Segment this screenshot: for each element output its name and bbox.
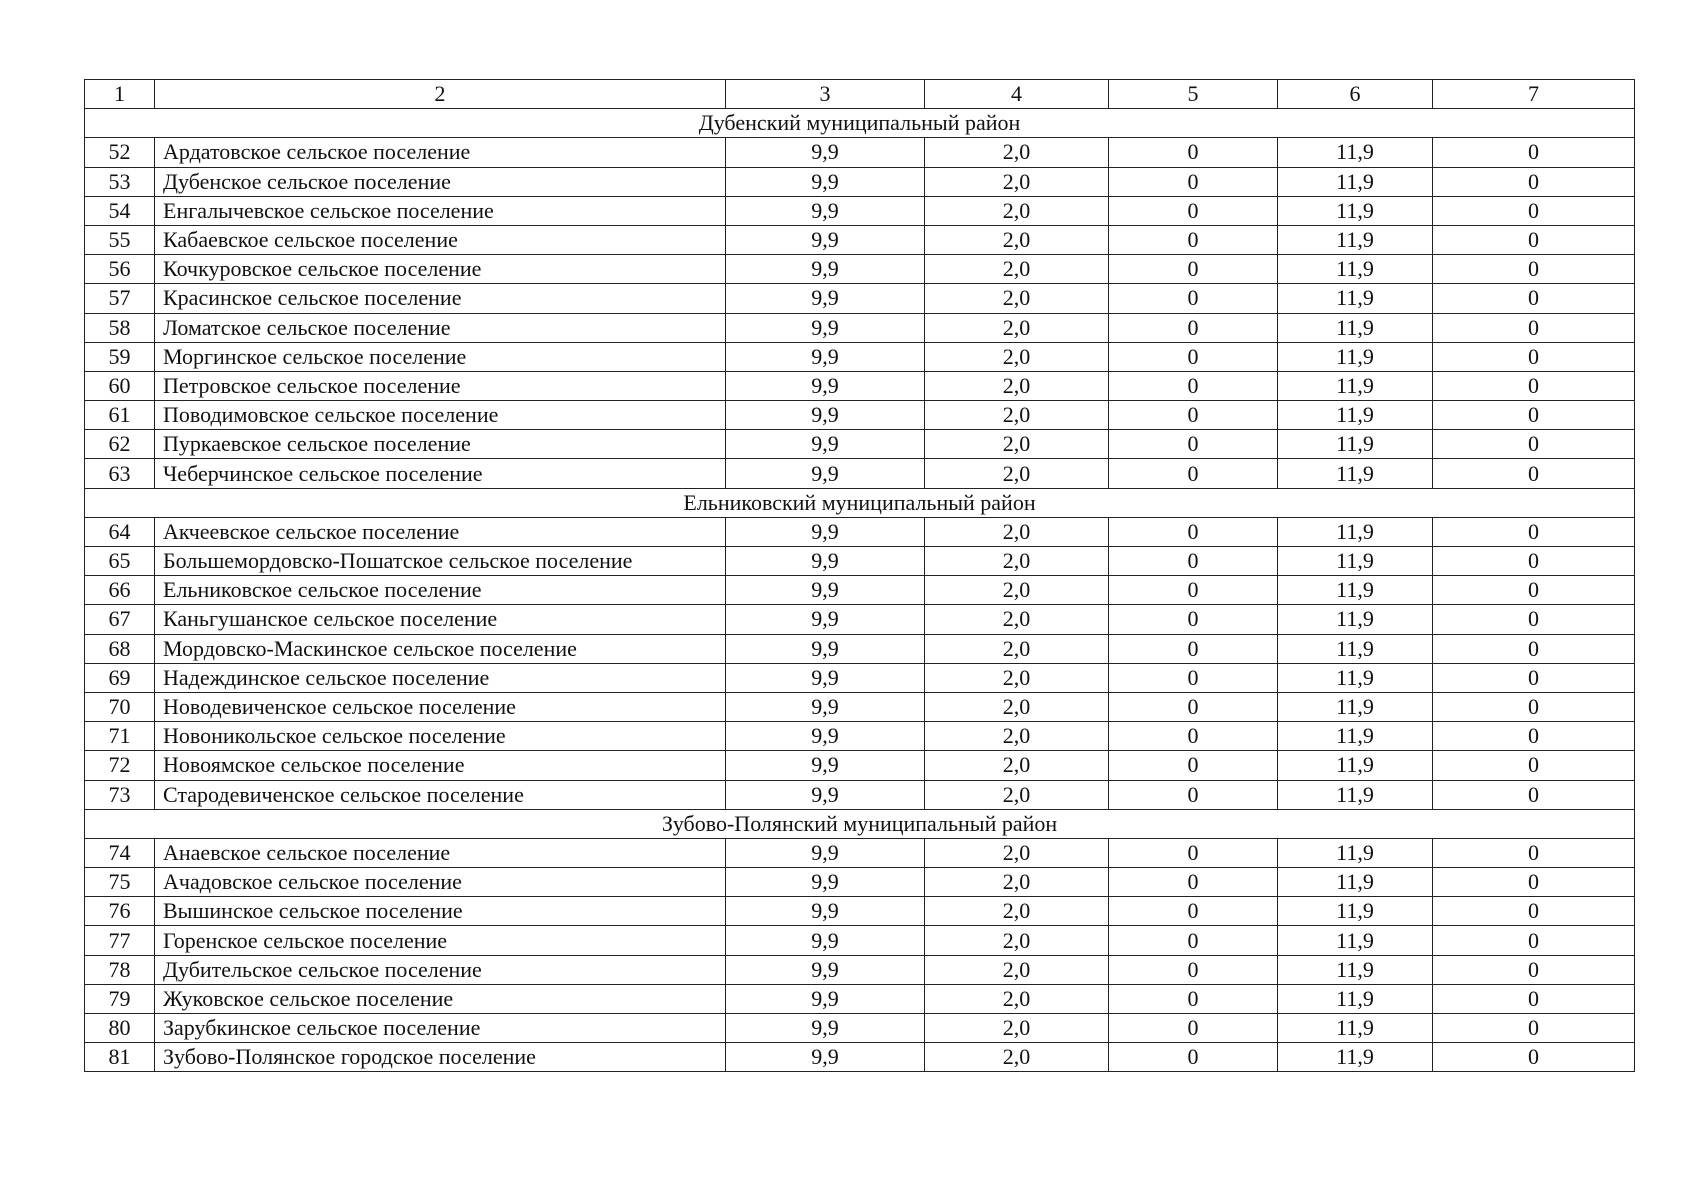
value-col-6: 11,9 [1278,196,1433,225]
value-col-6: 11,9 [1278,547,1433,576]
column-header: 3 [726,80,925,109]
value-col-7: 0 [1433,371,1635,400]
value-col-5: 0 [1109,138,1278,167]
value-col-6: 11,9 [1278,605,1433,634]
value-col-7: 0 [1433,284,1635,313]
value-col-3: 9,9 [726,138,925,167]
settlement-name: Мордовско-Маскинское сельское поселение [155,634,726,663]
value-col-5: 0 [1109,984,1278,1013]
value-col-4: 2,0 [925,751,1109,780]
value-col-4: 2,0 [925,167,1109,196]
value-col-5: 0 [1109,255,1278,284]
table-row [85,576,1635,605]
value-col-6: 11,9 [1278,576,1433,605]
value-col-6: 11,9 [1278,459,1433,488]
table-row [85,430,1635,459]
row-number: 63 [85,459,155,488]
value-col-7: 0 [1433,926,1635,955]
value-col-3: 9,9 [726,459,925,488]
column-header: 2 [155,80,726,109]
row-number: 72 [85,751,155,780]
value-col-6: 11,9 [1278,430,1433,459]
value-col-5: 0 [1109,196,1278,225]
row-number: 78 [85,955,155,984]
value-col-5: 0 [1109,692,1278,721]
settlement-name: Новоникольское сельское поселение [155,722,726,751]
value-col-5: 0 [1109,401,1278,430]
row-number: 79 [85,984,155,1013]
row-number: 65 [85,547,155,576]
table-row [85,955,1635,984]
value-col-4: 2,0 [925,692,1109,721]
table-row [85,225,1635,254]
value-col-4: 2,0 [925,984,1109,1013]
value-col-5: 0 [1109,868,1278,897]
table-row [85,517,1635,546]
row-number: 66 [85,576,155,605]
value-col-7: 0 [1433,138,1635,167]
district-title: Дубенский муниципальный район [85,109,1635,138]
value-col-5: 0 [1109,955,1278,984]
table-row [85,605,1635,634]
value-col-7: 0 [1433,459,1635,488]
settlement-name: Ачадовское сельское поселение [155,868,726,897]
row-number: 52 [85,138,155,167]
settlement-name: Горенское сельское поселение [155,926,726,955]
row-number: 73 [85,780,155,809]
row-number: 53 [85,167,155,196]
value-col-6: 11,9 [1278,780,1433,809]
value-col-6: 11,9 [1278,692,1433,721]
value-col-3: 9,9 [726,401,925,430]
value-col-7: 0 [1433,780,1635,809]
value-col-6: 11,9 [1278,663,1433,692]
value-col-3: 9,9 [726,605,925,634]
row-number: 68 [85,634,155,663]
table-row [85,459,1635,488]
row-number: 67 [85,605,155,634]
settlement-name: Дубенское сельское поселение [155,167,726,196]
settlement-name: Новодевиченское сельское поселение [155,692,726,721]
value-col-6: 11,9 [1278,926,1433,955]
value-col-3: 9,9 [726,196,925,225]
value-col-7: 0 [1433,634,1635,663]
row-number: 69 [85,663,155,692]
value-col-5: 0 [1109,547,1278,576]
row-number: 56 [85,255,155,284]
value-col-4: 2,0 [925,313,1109,342]
column-header: 4 [925,80,1109,109]
table-row [85,868,1635,897]
row-number: 80 [85,1014,155,1043]
value-col-4: 2,0 [925,634,1109,663]
value-col-3: 9,9 [726,371,925,400]
table-row [85,1014,1635,1043]
value-col-6: 11,9 [1278,284,1433,313]
value-col-5: 0 [1109,663,1278,692]
value-col-4: 2,0 [925,284,1109,313]
value-col-3: 9,9 [726,955,925,984]
value-col-7: 0 [1433,225,1635,254]
value-col-4: 2,0 [925,225,1109,254]
value-col-5: 0 [1109,897,1278,926]
table-row [85,167,1635,196]
row-number: 64 [85,517,155,546]
value-col-5: 0 [1109,1014,1278,1043]
settlement-name: Стародевиченское сельское поселение [155,780,726,809]
value-col-4: 2,0 [925,926,1109,955]
value-col-5: 0 [1109,459,1278,488]
value-col-3: 9,9 [726,576,925,605]
settlement-name: Вышинское сельское поселение [155,897,726,926]
row-number: 59 [85,342,155,371]
value-col-4: 2,0 [925,371,1109,400]
value-col-5: 0 [1109,430,1278,459]
value-col-5: 0 [1109,1043,1278,1072]
district-header-row [85,809,1635,838]
value-col-6: 11,9 [1278,313,1433,342]
column-header: 5 [1109,80,1278,109]
settlement-name: Моргинское сельское поселение [155,342,726,371]
row-number: 77 [85,926,155,955]
value-col-7: 0 [1433,342,1635,371]
value-col-5: 0 [1109,576,1278,605]
value-col-4: 2,0 [925,955,1109,984]
value-col-4: 2,0 [925,459,1109,488]
value-col-3: 9,9 [726,868,925,897]
value-col-4: 2,0 [925,1043,1109,1072]
value-col-5: 0 [1109,605,1278,634]
value-col-7: 0 [1433,167,1635,196]
value-col-6: 11,9 [1278,225,1433,254]
value-col-5: 0 [1109,225,1278,254]
row-number: 55 [85,225,155,254]
settlement-name: Надеждинское сельское поселение [155,663,726,692]
table-row [85,342,1635,371]
row-number: 62 [85,430,155,459]
value-col-7: 0 [1433,313,1635,342]
value-col-3: 9,9 [726,1014,925,1043]
value-col-4: 2,0 [925,868,1109,897]
value-col-7: 0 [1433,984,1635,1013]
value-col-6: 11,9 [1278,138,1433,167]
table-row [85,838,1635,867]
settlement-name: Пуркаевское сельское поселение [155,430,726,459]
row-number: 60 [85,371,155,400]
value-col-3: 9,9 [726,663,925,692]
table-row [85,371,1635,400]
value-col-3: 9,9 [726,167,925,196]
row-number: 57 [85,284,155,313]
value-col-4: 2,0 [925,255,1109,284]
value-col-3: 9,9 [726,225,925,254]
value-col-3: 9,9 [726,780,925,809]
value-col-4: 2,0 [925,1014,1109,1043]
column-header: 7 [1433,80,1635,109]
value-col-4: 2,0 [925,401,1109,430]
value-col-5: 0 [1109,371,1278,400]
settlement-name: Красинское сельское поселение [155,284,726,313]
settlement-name: Дубительское сельское поселение [155,955,726,984]
value-col-7: 0 [1433,605,1635,634]
value-col-5: 0 [1109,284,1278,313]
row-number: 71 [85,722,155,751]
value-col-7: 0 [1433,868,1635,897]
column-header: 6 [1278,80,1433,109]
settlement-name: Кабаевское сельское поселение [155,225,726,254]
data-table [84,79,1635,1072]
value-col-6: 11,9 [1278,868,1433,897]
value-col-3: 9,9 [726,692,925,721]
value-col-5: 0 [1109,167,1278,196]
table-row [85,196,1635,225]
value-col-6: 11,9 [1278,1043,1433,1072]
value-col-3: 9,9 [726,255,925,284]
value-col-5: 0 [1109,838,1278,867]
value-col-4: 2,0 [925,780,1109,809]
value-col-5: 0 [1109,780,1278,809]
value-col-7: 0 [1433,517,1635,546]
table-row [85,138,1635,167]
value-col-7: 0 [1433,255,1635,284]
settlement-name: Каньгушанское сельское поселение [155,605,726,634]
value-col-6: 11,9 [1278,897,1433,926]
row-number: 61 [85,401,155,430]
value-col-7: 0 [1433,722,1635,751]
settlement-name: Большемордовско-Пошатское сельское поселение [155,547,726,576]
table-row [85,284,1635,313]
value-col-4: 2,0 [925,138,1109,167]
settlement-name: Чеберчинское сельское поселение [155,459,726,488]
value-col-7: 0 [1433,401,1635,430]
settlement-name: Ломатское сельское поселение [155,313,726,342]
value-col-6: 11,9 [1278,517,1433,546]
table-row [85,751,1635,780]
value-col-3: 9,9 [726,897,925,926]
value-col-7: 0 [1433,576,1635,605]
value-col-3: 9,9 [726,838,925,867]
row-number: 54 [85,196,155,225]
value-col-4: 2,0 [925,342,1109,371]
settlement-name: Жуковское сельское поселение [155,984,726,1013]
table-row [85,663,1635,692]
value-col-3: 9,9 [726,926,925,955]
value-col-6: 11,9 [1278,751,1433,780]
table-row [85,255,1635,284]
value-col-7: 0 [1433,663,1635,692]
district-header-row [85,109,1635,138]
value-col-3: 9,9 [726,313,925,342]
table-row [85,692,1635,721]
value-col-6: 11,9 [1278,255,1433,284]
table-row [85,547,1635,576]
settlement-name: Зубово-Полянское городское поселение [155,1043,726,1072]
value-col-4: 2,0 [925,897,1109,926]
value-col-6: 11,9 [1278,634,1433,663]
row-number: 75 [85,868,155,897]
value-col-3: 9,9 [726,547,925,576]
row-number: 70 [85,692,155,721]
district-title: Ельниковский муниципальный район [85,488,1635,517]
column-header: 1 [85,80,155,109]
value-col-4: 2,0 [925,722,1109,751]
settlement-name: Новоямское сельское поселение [155,751,726,780]
settlement-name: Акчеевское сельское поселение [155,517,726,546]
table-row [85,722,1635,751]
value-col-5: 0 [1109,722,1278,751]
value-col-7: 0 [1433,1043,1635,1072]
value-col-7: 0 [1433,196,1635,225]
value-col-3: 9,9 [726,722,925,751]
value-col-6: 11,9 [1278,838,1433,867]
value-col-5: 0 [1109,342,1278,371]
value-col-5: 0 [1109,634,1278,663]
value-col-3: 9,9 [726,1043,925,1072]
table-body [85,80,1635,1072]
value-col-4: 2,0 [925,663,1109,692]
value-col-7: 0 [1433,430,1635,459]
value-col-4: 2,0 [925,838,1109,867]
column-header-row [85,80,1635,109]
value-col-5: 0 [1109,517,1278,546]
row-number: 58 [85,313,155,342]
value-col-4: 2,0 [925,605,1109,634]
value-col-5: 0 [1109,313,1278,342]
settlement-name: Кочкуровское сельское поселение [155,255,726,284]
value-col-7: 0 [1433,955,1635,984]
value-col-6: 11,9 [1278,1014,1433,1043]
table-row [85,780,1635,809]
value-col-4: 2,0 [925,430,1109,459]
settlement-name: Зарубкинское сельское поселение [155,1014,726,1043]
value-col-7: 0 [1433,1014,1635,1043]
value-col-5: 0 [1109,751,1278,780]
value-col-6: 11,9 [1278,955,1433,984]
value-col-6: 11,9 [1278,342,1433,371]
table-row [85,926,1635,955]
table-row [85,313,1635,342]
settlement-name: Енгалычевское сельское поселение [155,196,726,225]
value-col-4: 2,0 [925,517,1109,546]
value-col-3: 9,9 [726,284,925,313]
value-col-3: 9,9 [726,430,925,459]
value-col-4: 2,0 [925,547,1109,576]
value-col-7: 0 [1433,897,1635,926]
value-col-3: 9,9 [726,342,925,371]
settlement-name: Анаевское сельское поселение [155,838,726,867]
district-title: Зубово-Полянский муниципальный район [85,809,1635,838]
value-col-3: 9,9 [726,634,925,663]
value-col-3: 9,9 [726,517,925,546]
value-col-7: 0 [1433,838,1635,867]
table-row [85,634,1635,663]
settlement-name: Петровское сельское поселение [155,371,726,400]
settlement-name: Ельниковское сельское поселение [155,576,726,605]
settlement-name: Ардатовское сельское поселение [155,138,726,167]
value-col-4: 2,0 [925,196,1109,225]
row-number: 81 [85,1043,155,1072]
value-col-6: 11,9 [1278,984,1433,1013]
table-row [85,1043,1635,1072]
row-number: 76 [85,897,155,926]
value-col-6: 11,9 [1278,167,1433,196]
district-header-row [85,488,1635,517]
value-col-3: 9,9 [726,751,925,780]
table-row [85,401,1635,430]
settlement-name: Поводимовское сельское поселение [155,401,726,430]
table-row [85,984,1635,1013]
value-col-6: 11,9 [1278,401,1433,430]
value-col-7: 0 [1433,692,1635,721]
value-col-3: 9,9 [726,984,925,1013]
row-number: 74 [85,838,155,867]
value-col-7: 0 [1433,751,1635,780]
value-col-6: 11,9 [1278,371,1433,400]
value-col-5: 0 [1109,926,1278,955]
table-row [85,897,1635,926]
value-col-4: 2,0 [925,576,1109,605]
value-col-7: 0 [1433,547,1635,576]
value-col-6: 11,9 [1278,722,1433,751]
